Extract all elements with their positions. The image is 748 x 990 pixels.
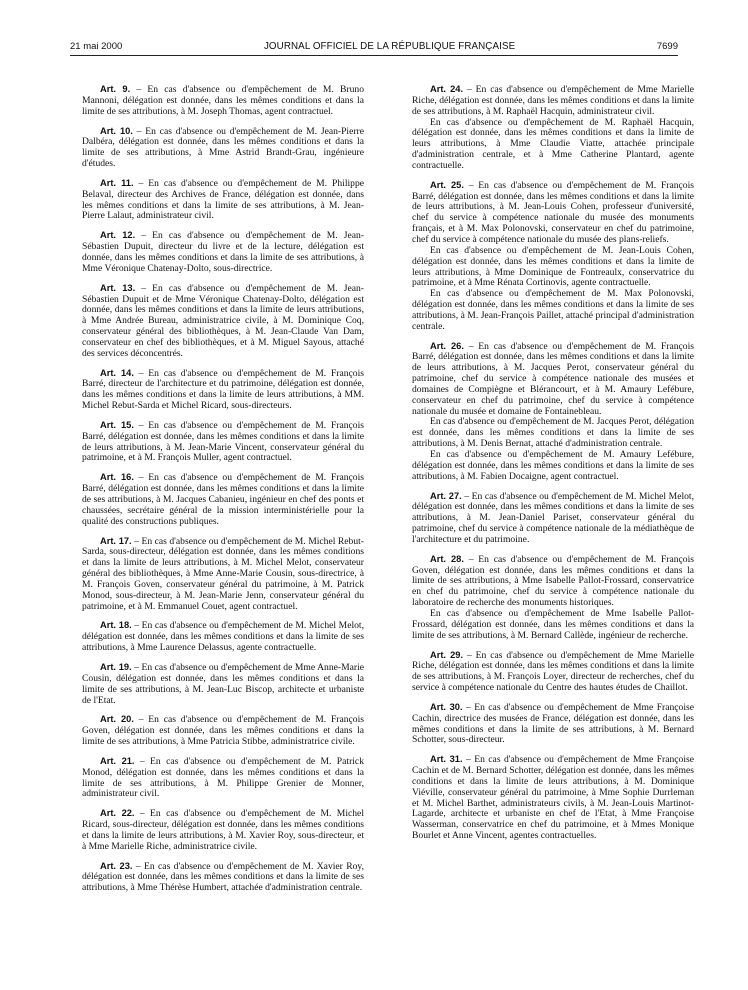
article xyxy=(82,178,364,222)
article-number: Art. 29. xyxy=(430,649,464,660)
article xyxy=(82,756,364,800)
article-subparagraph: En cas d'absence ou d'empêchement de M. Amaury Lefébure, délégation est donnée, dans les mêmes conditions et dans la limite de ses attributions, à M. Fabien Docaigne, agent contractuel. xyxy=(412,449,694,482)
article-number: Art. 28. xyxy=(430,553,464,564)
article-text: – En cas d'absence ou d'empêchement de M. François Goven, délégation est donnée, dans les mêmes conditions et dans la limite de ses attributions, à Mme Isabelle Pallot-Frossard, conservatrice en chef du patrimoine, chef du service à compétence nationale du laboratoire de recherche des monuments historiques. xyxy=(412,553,694,609)
article-text: – En cas d'absence ou d'empêchement de M. Philippe Belaval, directeur des Archives de France, délégation est donnée, dans les mêmes conditions et dans la limite de ses attributions, à M. Jean-Pierre Lalaut, administrateur civil. xyxy=(82,177,365,222)
article-subparagraph: En cas d'absence ou d'empêchement de M. Jacques Perot, délégation est donnée, dans les mêmes conditions et dans la limite de ses attributions, à M. Denis Bernat, attaché d'administration centrale. xyxy=(412,416,694,450)
page-header xyxy=(70,38,678,54)
article xyxy=(412,650,694,694)
article-paragraph xyxy=(82,714,364,748)
article-number: Art. 22. xyxy=(100,808,135,819)
article-text: – En cas d'absence ou d'empêchement de M. François Barré, délégation est donnée, dans les mêmes conditions et dans la limite de leurs attributions, à M. Jacques Perot, conservateur général du patrimoine, chef du service à compétence nationale des musées et domaines de Compiègne et Blérancourt, et à M. Amaury Lefébure, conservateur en chef du patrimoine, chef du service à compétence nationale du musée et domaine de Fontainebleau. xyxy=(412,340,694,417)
article-paragraph xyxy=(82,662,364,706)
article xyxy=(82,808,364,852)
article xyxy=(82,368,364,412)
article-paragraph xyxy=(412,754,694,842)
article-number: Art. 31. xyxy=(430,754,463,765)
article-paragraph xyxy=(82,861,364,895)
header-rule xyxy=(70,55,678,56)
article-paragraph xyxy=(82,756,364,800)
article-text: – En cas d'absence ou d'empêchement de M. Patrick Monod, délégation est donnée, dans les mêmes conditions et dans la limite de ses attributions, à M. Philippe Grenier de Monner, administrateur civil. xyxy=(82,755,364,800)
article-text: – En cas d'absence ou d'empêchement de Mme Françoise Cachin et de M. Bernard Schotter, délégation est donnée, dans les mêmes conditions et dans la limite de leurs attributions, à M. Dominique Viéville, conservateur général du patrimoine, à Mme Sophie Durrleman et M. Michel Barthet, administrateurs civils, à M. Jean-Louis Martinot-Lagarde, architecte et urbaniste en chef de l'Etat, à Mme Françoise Wasserman, conservatrice en chef du patrimoine, et à Mmes Monique Bourlet et Anne Vincent, agentes contractuelles. xyxy=(412,754,694,842)
article-text: – En cas d'absence ou d'empêchement de Mme Marielle Riche, délégation est donnée, dans les mêmes conditions et dans la limite de ses attributions, à M. François Loyer, directeur de recherches, chef du service à compétence nationale du Centre des hautes études de Chaillot. xyxy=(412,649,694,694)
article-text: – En cas d'absence ou d'empêchement de Mme Anne-Marie Cousin, délégation est donnée, dans les mêmes conditions et dans la limite de ses attributions, à M. Jean-Luc Biscop, architecte et urbaniste de l'Etat. xyxy=(82,661,364,706)
article xyxy=(82,230,364,274)
article xyxy=(412,341,694,483)
article-paragraph xyxy=(82,472,364,527)
article-paragraph xyxy=(82,808,364,852)
article-number: Art. 9. xyxy=(100,84,131,94)
article-paragraph xyxy=(412,491,694,546)
article-number: Art. 14. xyxy=(100,367,134,378)
article-number: Art. 26. xyxy=(430,340,464,351)
article xyxy=(82,84,364,118)
article xyxy=(82,620,364,654)
article-paragraph xyxy=(412,341,694,418)
article-paragraph xyxy=(82,620,364,654)
article-paragraph xyxy=(82,126,364,170)
article-text: – En cas d'absence ou d'empêchement de M. Jean-Sébastien Dupuit, directeur du livre et de la lecture, délégation est donnée, dans les mêmes conditions et dans la limite de ses attributions, à Mme Véronique Chatenay-Dolto, sous-directrice. xyxy=(82,230,364,274)
article-number: Art. 17. xyxy=(100,535,132,546)
article xyxy=(82,714,364,748)
article-number: Art. 11. xyxy=(100,177,134,188)
left-column xyxy=(82,84,364,964)
article-text: – En cas d'absence ou d'empêchement de M. Michel Rebut-Sarda, sous-directeur, délégation est donnée, dans les mêmes conditions et dans la limite de leurs attributions, à M. Michel Melot, conservateur général des bibliothèques, à Mme Anne-Marie Cousin, sous-directrice, à M. François Goven, conservateur général du patrimoine, à M. Patrick Monod, sous-directeur, à M. Jean-Marie Jenn, conservateur général du patrimoine, et à M. Emmanuel Couet, agent contractuel. xyxy=(82,535,364,612)
article-paragraph xyxy=(82,368,364,412)
article-text: – En cas d'absence ou d'empêchement de Mme Françoise Cachin, directrice des musées de France, délégation est donnée, dans les mêmes conditions et dans la limite de ses attributions, à M. Bernard Schotter, sous-directeur. xyxy=(412,701,694,746)
article-number: Art. 13. xyxy=(100,282,136,293)
article-number: Art. 15. xyxy=(100,419,134,430)
article-paragraph xyxy=(82,84,364,118)
journal-title: JOURNAL OFFICIEL DE LA RÉPUBLIQUE FRANÇAISE xyxy=(263,40,516,52)
article xyxy=(82,861,364,895)
article-paragraph xyxy=(82,283,364,360)
article xyxy=(82,472,364,527)
issue-date: 21 mai 2000 xyxy=(70,40,123,52)
article-text: – En cas d'absence ou d'empêchement de M. Xavier Roy, délégation est donnée, dans les mêmes conditions et dans la limite de ses attributions, à Mme Thérèse Humbert, attachée d'administration centrale. xyxy=(82,860,364,894)
article-text: – En cas d'absence ou d'empêchement de M. François Barré, délégation est donnée, dans les mêmes conditions et dans la limite de ses attributions, à M. Jacques Cabanieu, ingénieur en chef des ponts et chaussées, secrétaire général de la mission interministérielle pour la qualité des constructions publiques. xyxy=(82,472,364,527)
page-number: 7699 xyxy=(656,40,678,52)
article-text: – En cas d'absence ou d'empêchement de M. Bruno Mannoni, délégation est donnée, dans les mêmes conditions et dans la limite de ses attributions, à M. Joseph Thomas, agent contractuel. xyxy=(82,84,364,117)
article-subparagraph: En cas d'absence ou d'empêchement de M. Raphaël Hacquin, délégation est donnée, dans les mêmes conditions et dans la limite de leurs attributions, à Mme Claudie Viatte, attachée principale d'administration centrale, et à Mme Catherine Plantard, agente contractuelle. xyxy=(412,116,694,171)
article xyxy=(412,554,694,642)
article-text: – En cas d'absence ou d'empêchement de M. Michel Ricard, sous-directeur, délégation est donnée, dans les mêmes conditions et dans la limite de leurs attributions, à M. Xavier Roy, sous-directeur, et à Mme Marielle Riche, administratrice civile. xyxy=(82,808,364,852)
article-text: – En cas d'absence ou d'empêchement de M. François Barré, délégation est donnée, dans les mêmes conditions et dans la limite de leurs attributions, à M. Jean-Marie Vincent, conservateur général du patrimoine, et à M. François Muller, agent contractuel. xyxy=(82,419,364,464)
article-paragraph xyxy=(412,554,694,609)
article-number: Art. 19. xyxy=(100,661,132,672)
article-text: – En cas d'absence ou d'empêchement de M. François Goven, délégation est donnée, dans les mêmes conditions et dans la limite de ses attributions, à Mme Patricia Stibbe, administratrice civile. xyxy=(82,714,364,748)
article-number: Art. 24. xyxy=(430,84,464,94)
article xyxy=(412,491,694,546)
article-paragraph xyxy=(82,230,364,274)
article-paragraph xyxy=(412,702,694,746)
article-text: – En cas d'absence ou d'empêchement de M. François Barré, délégation est donnée, dans les mêmes conditions et dans la limite de leurs attributions, à M. Jean-Louis Cohen, professeur d'université, chef du service à compétence nationale du musée des monuments français, et à M. Max Polonovski, conservateur en chef du patrimoine, chef du service à compétence nationale du musée des plans-reliefs. xyxy=(412,179,694,245)
article-subparagraph: En cas d'absence ou d'empêchement de Mme Isabelle Pallot-Frossard, délégation est donnée, dans les mêmes conditions et dans la limite de ses attributions, à M. Bernard Callède, ingénieur de recherche. xyxy=(412,607,694,641)
article-number: Art. 10. xyxy=(100,125,133,136)
article-paragraph xyxy=(412,650,694,694)
article xyxy=(82,126,364,170)
right-column xyxy=(412,84,694,964)
article-number: Art. 23. xyxy=(100,860,133,871)
article xyxy=(412,180,694,333)
article-text: – En cas d'absence ou d'empêchement de Mme Marielle Riche, délégation est donnée, dans les mêmes conditions et dans la limite de ses attributions, à M. Raphaël Hacquin, administrateur civil. xyxy=(412,84,694,117)
article-subparagraph: En cas d'absence ou d'empêchement de M. Max Polonovski, délégation est donnée, dans les mêmes conditions et dans la limite de ses attributions, à M. Jean-François Paillet, attaché principal d'administration centrale. xyxy=(412,288,694,332)
article-text: – En cas d'absence ou d'empêchement de M. Jean-Pierre Dalbéra, délégation est donnée, dans les mêmes conditions et dans la limite de ses attributions, à Mme Astrid Brandt-Grau, ingénieure d'études. xyxy=(82,125,364,170)
article-number: Art. 30. xyxy=(430,701,463,712)
article-paragraph xyxy=(412,84,694,118)
article-text: – En cas d'absence ou d'empêchement de M. Michel Melot, délégation est donnée, dans les mêmes conditions et dans la limite de ses attributions, à Mme Laurence Delassus, agente contractuelle. xyxy=(82,620,364,654)
article xyxy=(82,662,364,706)
article xyxy=(412,754,694,842)
article-number: Art. 12. xyxy=(100,230,136,241)
article-number: Art. 18. xyxy=(100,620,132,631)
article-text: – En cas d'absence ou d'empêchement de M. Jean-Sébastien Dupuit et de Mme Véronique Chatenay-Dolto, délégation est donnée, dans les mêmes conditions et dans la limite de leurs attributions, à Mme Andrée Bureau, administratrice civile, à M. Dominique Coq, conservateur général des bibliothèques, à M. Jean-Claude Van Dam, conservateur en chef des bibliothèques, et à M. Miguel Sayous, attaché des services déconcentrés. xyxy=(82,282,364,359)
article-columns xyxy=(82,84,694,964)
article xyxy=(82,283,364,360)
article-number: Art. 16. xyxy=(100,472,134,483)
article-number: Art. 25. xyxy=(430,179,464,190)
article xyxy=(412,702,694,746)
article-number: Art. 27. xyxy=(430,490,462,501)
article xyxy=(412,84,694,172)
article-number: Art. 20. xyxy=(100,714,134,725)
article-text: – En cas d'absence ou d'empêchement de M. François Barré, directeur de l'architecture et du patrimoine, délégation est donnée, dans les mêmes conditions et dans la limite de leurs attributions, à MM. Michel Rebut-Sarda et Michel Ricard, sous-directeurs. xyxy=(82,367,364,412)
article-paragraph xyxy=(82,178,364,222)
article-paragraph xyxy=(412,180,694,246)
article-text: – En cas d'absence ou d'empêchement de M. Michel Melot, délégation est donnée, dans les mêmes conditions et dans la limite de ses attributions, à M. Jean-Daniel Pariset, conservateur général du patrimoine, chef du service à compétence nationale de la médiathèque de l'architecture et du patrimoine. xyxy=(412,490,694,545)
article-paragraph xyxy=(82,536,364,613)
article-number: Art. 21. xyxy=(100,755,135,766)
article-subparagraph: En cas d'absence ou d'empêchement de M. Jean-Louis Cohen, délégation est donnée, dans les mêmes conditions et dans la limite de leurs attributions, à Mme Dominique de Fontreaulx, conservatrice du patrimoine, et à Mme Rénata Cortinovis, agente contractuelle. xyxy=(412,244,694,289)
article-paragraph xyxy=(82,420,364,464)
article xyxy=(82,420,364,464)
article xyxy=(82,536,364,613)
